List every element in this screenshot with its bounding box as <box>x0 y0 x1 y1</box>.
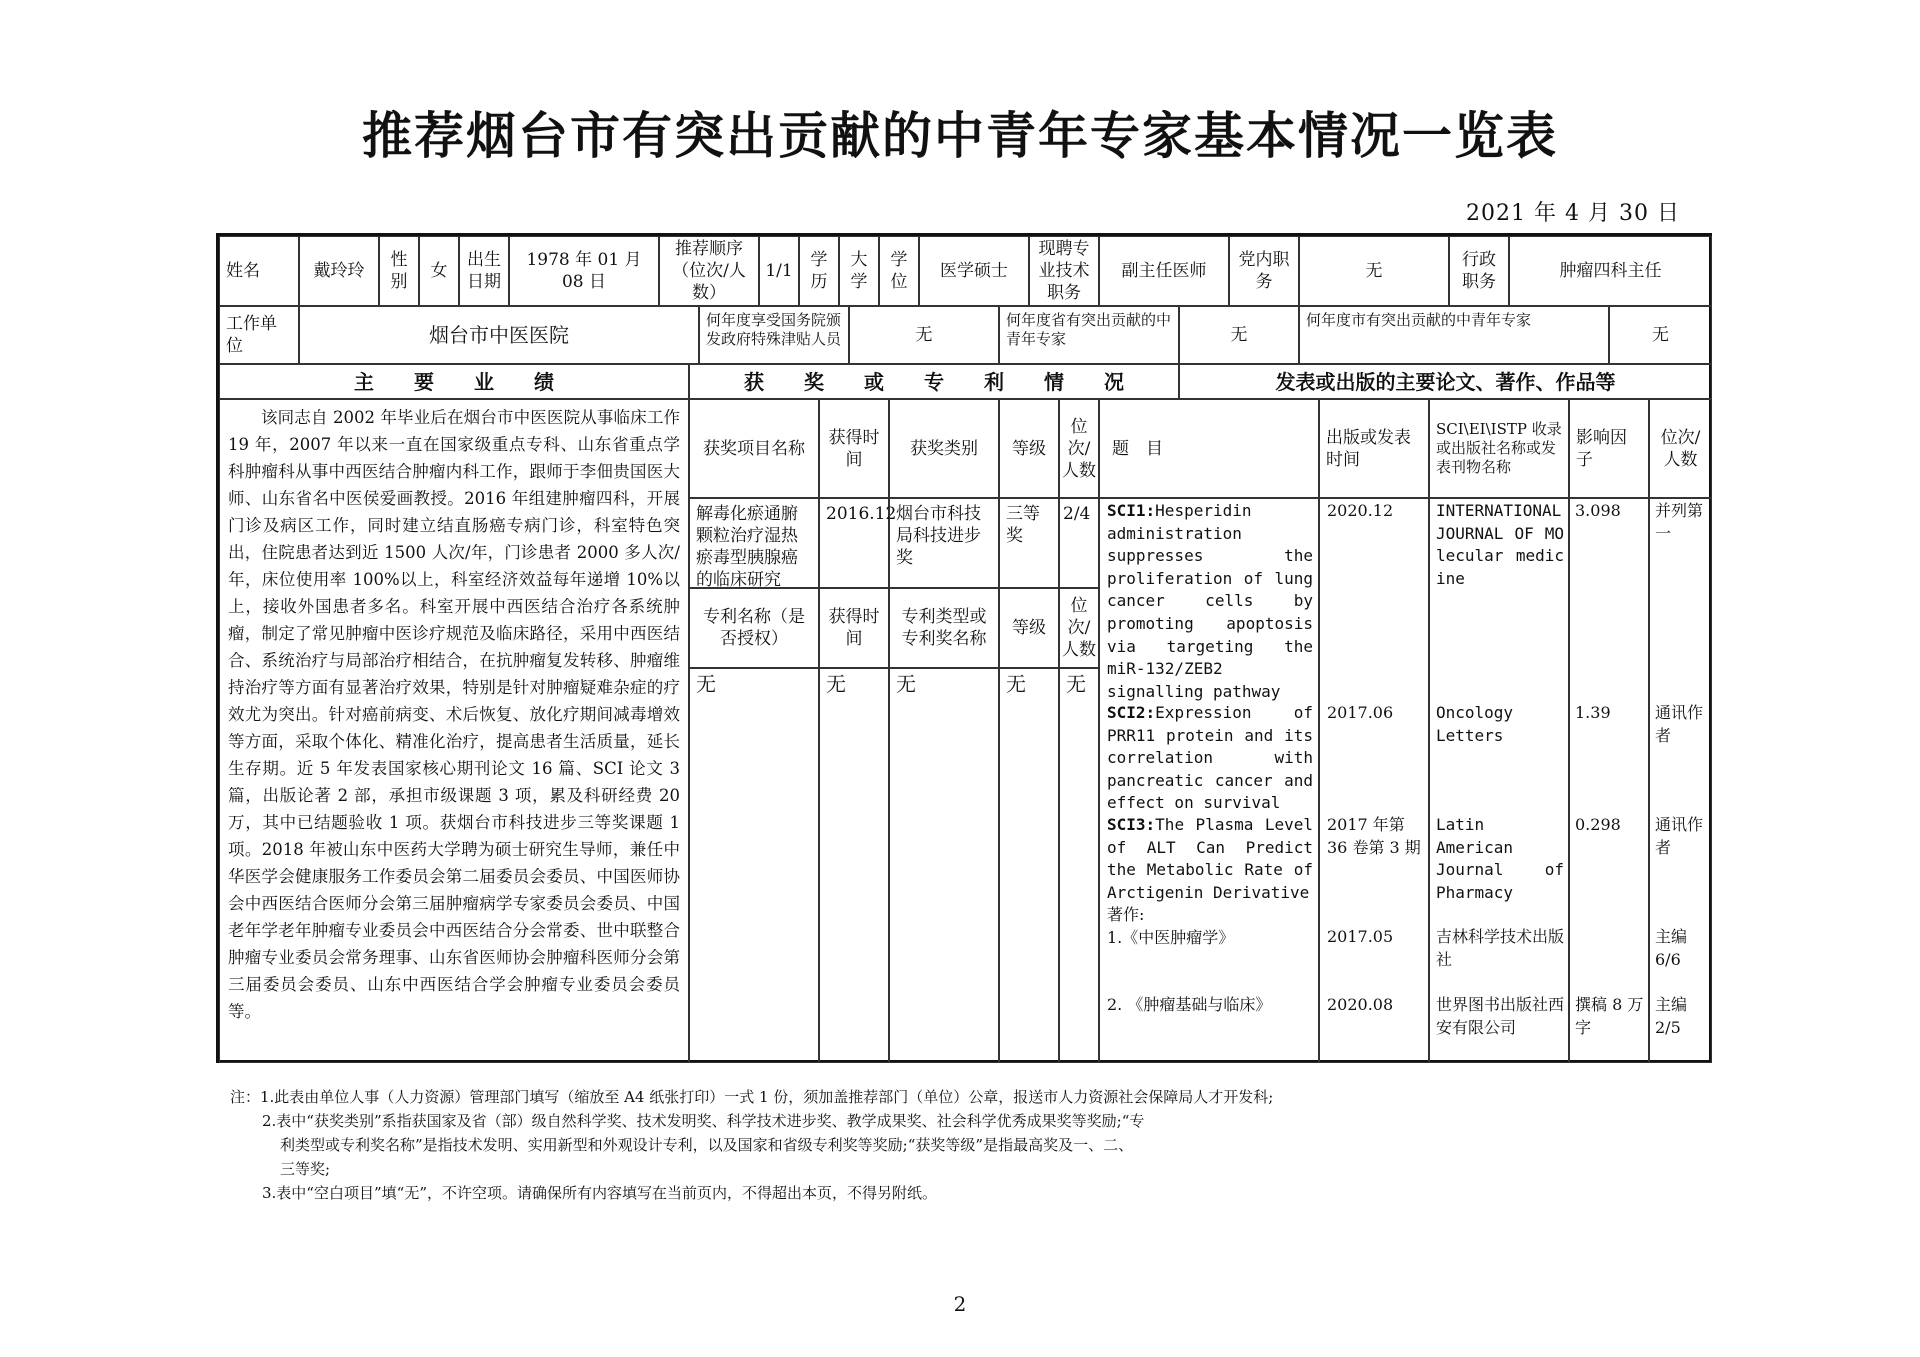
award-category: 烟台市科技局科技进步奖 <box>889 498 999 588</box>
position-label: 现聘专业技术职务 <box>1029 236 1099 306</box>
publication-if: 1.39 <box>1575 703 1611 722</box>
state-allowance-label: 何年度享受国务院颁发政府特殊津贴人员 <box>699 306 849 364</box>
publications-header: 发表或出版的主要论文、著作、作品等 <box>1179 364 1712 399</box>
award-level-header: 等级 <box>999 399 1059 498</box>
unit-value: 烟台市中医医院 <box>299 306 699 364</box>
publication-title <box>1107 702 1313 815</box>
achievements-header: 主 要 业 绩 <box>219 364 689 399</box>
patent-rank: 无 <box>1059 668 1099 1063</box>
award-level: 三等奖 <box>999 498 1059 588</box>
book-title: 著作: 1.《中医肿瘤学》 <box>1107 905 1235 947</box>
name-value: 戴玲玲 <box>299 236 379 306</box>
pub-if-header: 影响因子 <box>1569 399 1649 498</box>
publication-title-text: Expression of PRR11 protein and its correlation with pancreatic cancer and effect on survival <box>1107 703 1313 813</box>
pub-if-column <box>1569 498 1649 1063</box>
edu-value: 大学 <box>839 236 879 306</box>
book-date: 2017.05 <box>1327 927 1394 946</box>
form-notes <box>230 1085 1690 1205</box>
position-value: 副主任医师 <box>1099 236 1229 306</box>
award-rank: 2/4 <box>1059 498 1099 588</box>
page-title: 推荐烟台市有突出贡献的中青年专家基本情况一览表 <box>362 107 1558 165</box>
award-rank-header: 位次/人数 <box>1059 399 1099 498</box>
publication-date: 2020.12 <box>1327 501 1394 520</box>
publication-rank: 通讯作者 <box>1655 703 1704 745</box>
award-name-header: 获奖项目名称 <box>689 399 819 498</box>
publication-venue: Oncology Letters <box>1436 703 1514 745</box>
book-rank: 主编 6/6 <box>1655 927 1688 969</box>
patent-type: 无 <box>889 668 999 1063</box>
edu-label: 学历 <box>799 236 839 306</box>
publication-tag: SCI1: <box>1107 501 1156 520</box>
name-label: 姓名 <box>219 236 299 306</box>
expert-info-form <box>216 233 1712 1063</box>
award-time: 2016.12 <box>819 498 889 588</box>
note-line: 2.表中“获奖类别”系指获国家及省（部）级自然科学奖、技术发明奖、科学技术进步奖、教学成果奖、社会科学优秀成果奖等奖励;“专 <box>262 1112 1145 1130</box>
award-category-header: 获奖类别 <box>889 399 999 498</box>
party-label: 党内职务 <box>1229 236 1299 306</box>
city-expert-label: 何年度市有突出贡献的中青年专家 <box>1299 306 1609 364</box>
patent-name: 无 <box>689 668 819 1063</box>
city-expert-value: 无 <box>1609 306 1712 364</box>
book-if: 撰稿 8 万字 <box>1575 995 1644 1037</box>
book-publisher: 世界图书出版社西安有限公司 <box>1436 995 1565 1037</box>
publication-tag: SCI2: <box>1107 703 1156 722</box>
pub-title-header: 题 目 <box>1099 399 1319 498</box>
patent-name-header: 专利名称（是否授权） <box>689 588 819 668</box>
publication-if: 0.298 <box>1575 815 1621 834</box>
note-line: 注：1.此表由单位人事（人力资源）管理部门填写（缩放至 A4 纸张打印）一式 1 份，须加盖推荐部门（单位）公章，报送市人力资源社会保障局人才开发科; <box>230 1088 1274 1106</box>
order-label: 推荐顺序（位次/人数） <box>659 236 759 306</box>
pub-rank-header: 位次/人数 <box>1649 399 1712 498</box>
birth-value: 1978 年 01 月 08 日 <box>509 236 659 306</box>
publication-tag: SCI3: <box>1107 815 1156 834</box>
book-rank: 主编 2/5 <box>1655 995 1688 1037</box>
party-value: 无 <box>1299 236 1449 306</box>
degree-value: 医学硕士 <box>919 236 1029 306</box>
page-number: 2 <box>953 1292 967 1316</box>
publication-title-text: Hesperidin administration suppresses the proliferation of lung cancer cells by promoting apoptosis via targeting the miR-132/ZEB2 signalling pathway <box>1107 501 1313 701</box>
province-expert-value: 无 <box>1179 306 1299 364</box>
degree-label: 学位 <box>879 236 919 306</box>
pub-date-header: 出版或发表时间 <box>1319 399 1429 498</box>
pub-date-column <box>1319 498 1429 1063</box>
province-expert-label: 何年度省有突出贡献的中青年专家 <box>999 306 1179 364</box>
publication-rank: 并列第一 <box>1655 501 1704 543</box>
patent-level: 无 <box>999 668 1059 1063</box>
unit-label: 工作单位 <box>219 306 299 364</box>
gender-label: 性别 <box>379 236 419 306</box>
book-date: 2020.08 <box>1327 995 1394 1014</box>
awards-header: 获 奖 或 专 利 情 况 <box>689 364 1179 399</box>
book-publisher: 吉林科学技术出版社 <box>1436 927 1565 969</box>
note-line: 3.表中“空白项目”填“无”，不许空项。请确保所有内容填写在当前页内，不得超出本页，不得另附纸。 <box>262 1184 937 1202</box>
publication-venue: Latin American Journal of Pharmacy <box>1436 815 1564 902</box>
award-time-header: 获得时间 <box>819 399 889 498</box>
patent-time: 无 <box>819 668 889 1063</box>
patent-time-header: 获得时间 <box>819 588 889 668</box>
admin-value: 肿瘤四科主任 <box>1509 236 1712 306</box>
state-allowance-value: 无 <box>849 306 999 364</box>
publication-venue: INTERNATIONAL JOURNAL OF MOlecular medicine <box>1436 501 1564 588</box>
note-line: 三等奖; <box>280 1160 331 1178</box>
publication-if: 3.098 <box>1575 501 1621 520</box>
achievements-text: 该同志自 2002 年毕业后在烟台市中医医院从事临床工作 19 年，2007 年以来一直在国家级重点专科、山东省重点学科肿瘤科从事中西医结合肿瘤内科工作，跟师于李佃贵国医大师、山东省名中医侯爱画教授。2016 年组建肿瘤四科，开展门诊及病区工作，同时建立结直肠癌专病门诊，科室特色突出，住院患者达到近 1500 人次/年，门诊患者 2000 多人次/年，床位使用率 100%以上，科室经济效益每年递增 10%以上，接收外国患者多名。科室开展中西医结合治疗各系统肿瘤，制定了常见肿瘤中医诊疗规范及临床路径，采用中西医结合、系统治疗与局部治疗相结合，在抗肿瘤复发转移、肿瘤维持治疗等方面有显著治疗效果，特别是针对肿瘤疑难杂症的疗效尤为突出。针对癌前病变、术后恢复、放化疗期间减毒增效等方面，采取个体化、精准化治疗，提高患者生活质量，延长生存期。近 5 年发表国家核心期刊论文 16 篇、SCI 论文 3 篇，出版论著 2 部，承担市级课题 3 项，累及科研经费 20 万，其中已结题验收 1 项。获烟台市科技进步三等奖课题 1 项。2018 年被山东中医药大学聘为硕士研究生导师，兼任中华医学会健康服务工作委员会第二届委员会委员、中国医师协会中西医结合医师分会第三届肿瘤病学专家委员会委员、中国老年学老年肿瘤专业委员会中西医结合分会常委、世中联整合肿瘤专业委员会常务理事、山东省医师协会肿瘤科医师分会第三届委员会委员、山东中西医结合学会肿瘤专业委员会委员等。 <box>219 399 689 1063</box>
admin-label: 行政职务 <box>1449 236 1509 306</box>
publication-date: 2017 年第 36 卷第 3 期 <box>1327 815 1421 857</box>
form-date: 2021 年 4 月 30 日 <box>1466 201 1680 226</box>
pub-rank-column <box>1649 498 1712 1063</box>
publication-title <box>1107 814 1313 904</box>
publication-rank: 通讯作者 <box>1655 815 1704 857</box>
award-project-name: 解毒化瘀通腑颗粒治疗湿热瘀毒型胰腺癌的临床研究 <box>689 498 819 588</box>
note-line: 利类型或专利奖名称”是指技术发明、实用新型和外观设计专利，以及国家和省级专利奖等奖励;“获奖等级”是指最高奖及一、二、 <box>280 1136 1134 1154</box>
patent-type-header: 专利类型或专利奖名称 <box>889 588 999 668</box>
birth-label: 出生日期 <box>459 236 509 306</box>
publication-title <box>1107 500 1313 703</box>
pub-venue-header: SCI\EI\ISTP 收录或出版社名称或发表刊物名称 <box>1429 399 1569 498</box>
gender-value: 女 <box>419 236 459 306</box>
order-value: 1/1 <box>759 236 799 306</box>
publication-title-text: The Plasma Level of ALT Can Predict the Metabolic Rate of Arctigenin Derivative <box>1107 815 1313 902</box>
book-title: 2. 《肿瘤基础与临床》 <box>1107 995 1272 1014</box>
publication-date: 2017.06 <box>1327 703 1394 722</box>
patent-level-header: 等级 <box>999 588 1059 668</box>
patent-rank-header: 位次/人数 <box>1059 588 1099 668</box>
